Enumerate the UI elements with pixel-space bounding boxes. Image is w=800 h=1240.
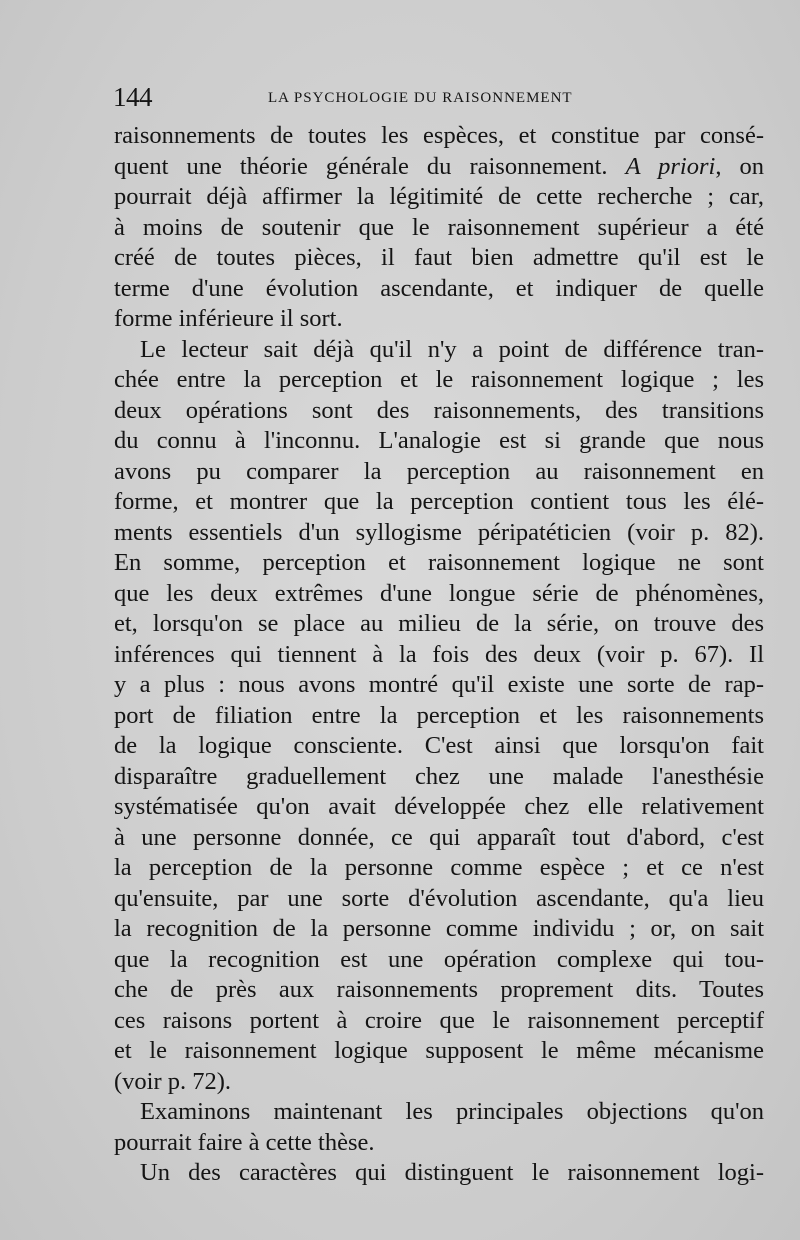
text-segment: , on (715, 152, 764, 180)
text-line: à moins de soutenir que le raisonnement supérieur a été (114, 213, 764, 241)
text-line: (voir p. 72). (114, 1067, 232, 1095)
text-line: à une personne donnée, ce qui apparaît tout d'abord, c'est (114, 823, 764, 851)
text-line: ments essentiels d'un syllogisme péripatéticien (voir p. 82). (114, 518, 764, 546)
running-title: LA PSYCHOLOGIE DU RAISONNEMENT (268, 90, 573, 106)
text-line: forme inférieure il sort. (114, 305, 343, 332)
text-line: et le raisonnement logique supposent le même mécanisme (114, 1037, 764, 1064)
text-line: En somme, perception et raisonnement logique ne sont (114, 549, 764, 576)
page-header (113, 82, 763, 112)
text-line: de la logique consciente. C'est ainsi que lorsqu'on fait (114, 732, 764, 759)
text-line: créé de toutes pièces, il faut bien admettre qu'il est le (114, 244, 764, 271)
text-line: la perception de la personne comme espèce ; et ce n'est (114, 854, 764, 881)
text-line: y a plus : nous avons montré qu'il existe une sorte de rap- (114, 671, 764, 698)
text-line: avons pu comparer la perception au raisonnement en (114, 457, 764, 485)
text-line: deux opérations sont des raisonnements, des transitions (114, 396, 764, 424)
text-line: Examinons maintenant les principales objections qu'on (140, 1098, 764, 1125)
text-line: raisonnements de toutes les espèces, et constitue par consé- (114, 122, 764, 149)
text-line: Le lecteur sait déjà qu'il n'y a point de différence tran- (140, 335, 764, 363)
text-line: port de filiation entre la perception et les raisonnements (114, 701, 764, 729)
text-line: la recognition de la personne comme individu ; or, on sait (114, 915, 764, 942)
text-line: et, lorsqu'on se place au milieu de la série, on trouve des (114, 610, 764, 637)
text-line: terme d'une évolution ascendante, et indiquer de quelle (114, 274, 764, 302)
text-line: forme, et montrer que la perception contient tous les élé- (114, 488, 764, 515)
body-text (114, 121, 764, 1189)
text-line: que la recognition est une opération complexe qui tou- (114, 945, 764, 973)
text-line: pourrait faire à cette thèse. (114, 1128, 375, 1156)
text-line: pourrait déjà affirmer la légitimité de cette recherche ; car, (114, 183, 764, 210)
text-line: che de près aux raisonnements proprement dits. Toutes (114, 976, 764, 1003)
page-number: 144 (113, 82, 152, 112)
text-line: qu'ensuite, par une sorte d'évolution ascendante, qu'a lieu (114, 884, 764, 912)
text-line: ces raisons portent à croire que le raisonnement perceptif (114, 1006, 764, 1034)
text-line (114, 152, 764, 183)
text-line: chée entre la perception et le raisonnement logique ; les (114, 366, 764, 393)
text-segment: quent une théorie générale du raisonnement. (114, 152, 626, 180)
text-line: disparaître graduellement chez une malade l'anesthésie (114, 762, 764, 790)
text-line: systématisée qu'on avait développée chez elle relativement (114, 793, 764, 820)
text-line: Un des caractères qui distinguent le raisonnement logi- (140, 1159, 764, 1186)
text-line: inférences qui tiennent à la fois des deux (voir p. 67). Il (114, 640, 764, 668)
text-line: que les deux extrêmes d'une longue série de phénomènes, (114, 579, 764, 607)
text-line: du connu à l'inconnu. L'analogie est si grande que nous (114, 427, 764, 454)
italic-phrase: A priori (625, 152, 716, 180)
